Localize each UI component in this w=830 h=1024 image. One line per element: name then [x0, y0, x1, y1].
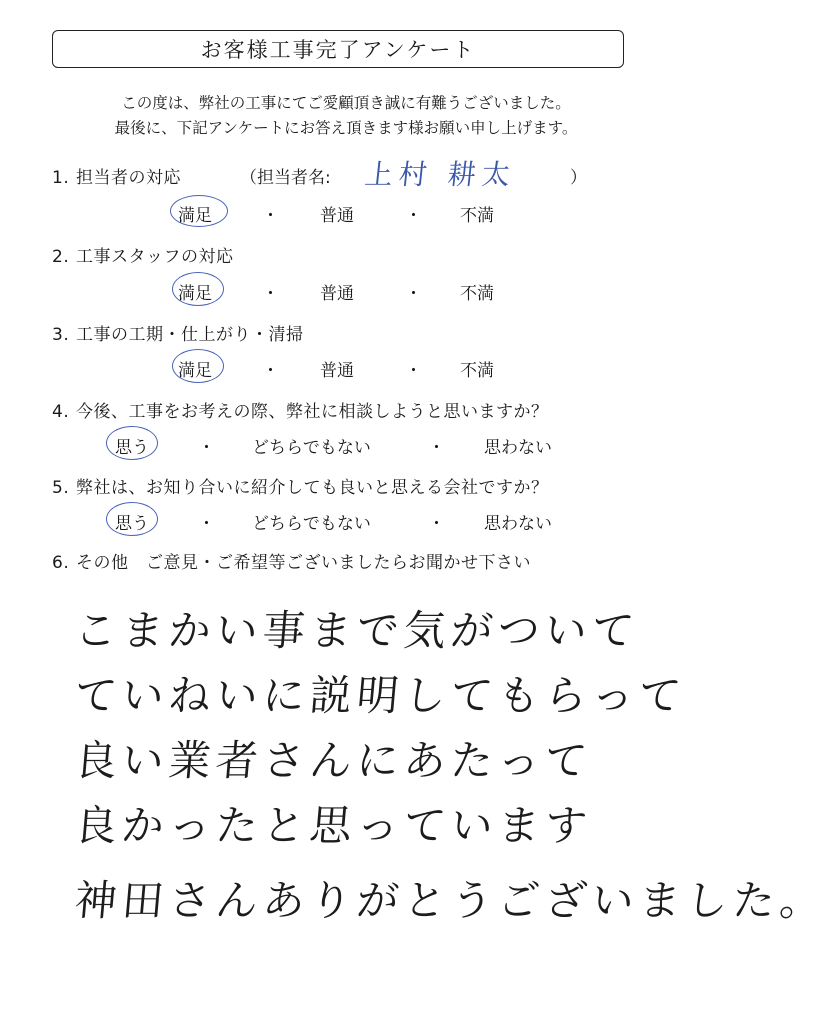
option-satisfied[interactable]: 満足 — [178, 284, 212, 304]
question-text: 弊社は、お知り合いに紹介しても良いと思える会社ですか？ — [76, 478, 549, 498]
separator-dot: ・ — [198, 438, 215, 458]
question-1 — [52, 163, 181, 188]
comment-line-4: 良かったと思っています — [72, 801, 594, 850]
separator-dot: ・ — [198, 514, 215, 534]
separator-dot: ・ — [262, 206, 279, 226]
question-number: 6. — [52, 553, 70, 573]
option-no[interactable]: 思わない — [484, 514, 552, 534]
comment-line-2: ていねいに説明してもらって — [72, 671, 688, 720]
question-text: 工事の工期・仕上がり・清掃 — [76, 325, 304, 345]
question-6 — [52, 548, 531, 573]
comment-line-1: こまかい事まで気がついて — [72, 606, 641, 655]
intro-line-2: 最後に、下記アンケートにお答え頂きます様お願い申し上げます。 — [114, 119, 578, 137]
intro-line-1: この度は、弊社の工事にてご愛顧頂き誠に有難うございました。 — [121, 94, 571, 112]
separator-dot: ・ — [405, 284, 422, 304]
option-normal[interactable]: 普通 — [320, 361, 354, 381]
option-yes[interactable]: 思う — [115, 514, 149, 534]
survey-title: お客様工事完了アンケート — [52, 30, 624, 68]
comment-line-5: 神田さんありがとうございました。 — [72, 876, 829, 925]
question-text: その他 ご意見・ご希望等ございましたらお聞かせ下さい — [76, 553, 531, 573]
option-satisfied[interactable]: 満足 — [178, 361, 212, 381]
question-2 — [52, 242, 234, 267]
separator-dot: ・ — [428, 438, 445, 458]
option-neither[interactable]: どちらでもない — [252, 438, 371, 458]
separator-dot: ・ — [262, 284, 279, 304]
question-text: 今後、工事をお考えの際、弊社に相談しようと思いますか？ — [76, 402, 549, 422]
option-yes[interactable]: 思う — [115, 438, 149, 458]
option-normal[interactable]: 普通 — [320, 206, 354, 226]
staff-name-handwritten: 上村 耕太 — [363, 158, 518, 191]
comment-line-3: 良い業者さんにあたって — [72, 736, 594, 785]
separator-dot: ・ — [428, 514, 445, 534]
question-5 — [52, 473, 549, 498]
staff-name-close: ） — [570, 168, 587, 188]
question-3 — [52, 320, 304, 345]
question-4 — [52, 397, 549, 422]
option-unsatisfied[interactable]: 不満 — [460, 361, 494, 381]
option-no[interactable]: 思わない — [484, 438, 552, 458]
separator-dot: ・ — [405, 361, 422, 381]
question-number: 4. — [52, 402, 70, 422]
separator-dot: ・ — [262, 361, 279, 381]
option-unsatisfied[interactable]: 不満 — [460, 284, 494, 304]
question-text: 工事スタッフの対応 — [76, 247, 234, 267]
option-neither[interactable]: どちらでもない — [252, 514, 371, 534]
question-number: 1. — [52, 168, 70, 188]
staff-name-label: （担当者名: — [240, 168, 331, 188]
question-number: 5. — [52, 478, 70, 498]
separator-dot: ・ — [405, 206, 422, 226]
question-number: 2. — [52, 247, 70, 267]
option-satisfied[interactable]: 満足 — [178, 206, 212, 226]
question-text: 担当者の対応 — [76, 168, 181, 188]
option-unsatisfied[interactable]: 不満 — [460, 206, 494, 226]
question-number: 3. — [52, 325, 70, 345]
option-normal[interactable]: 普通 — [320, 284, 354, 304]
